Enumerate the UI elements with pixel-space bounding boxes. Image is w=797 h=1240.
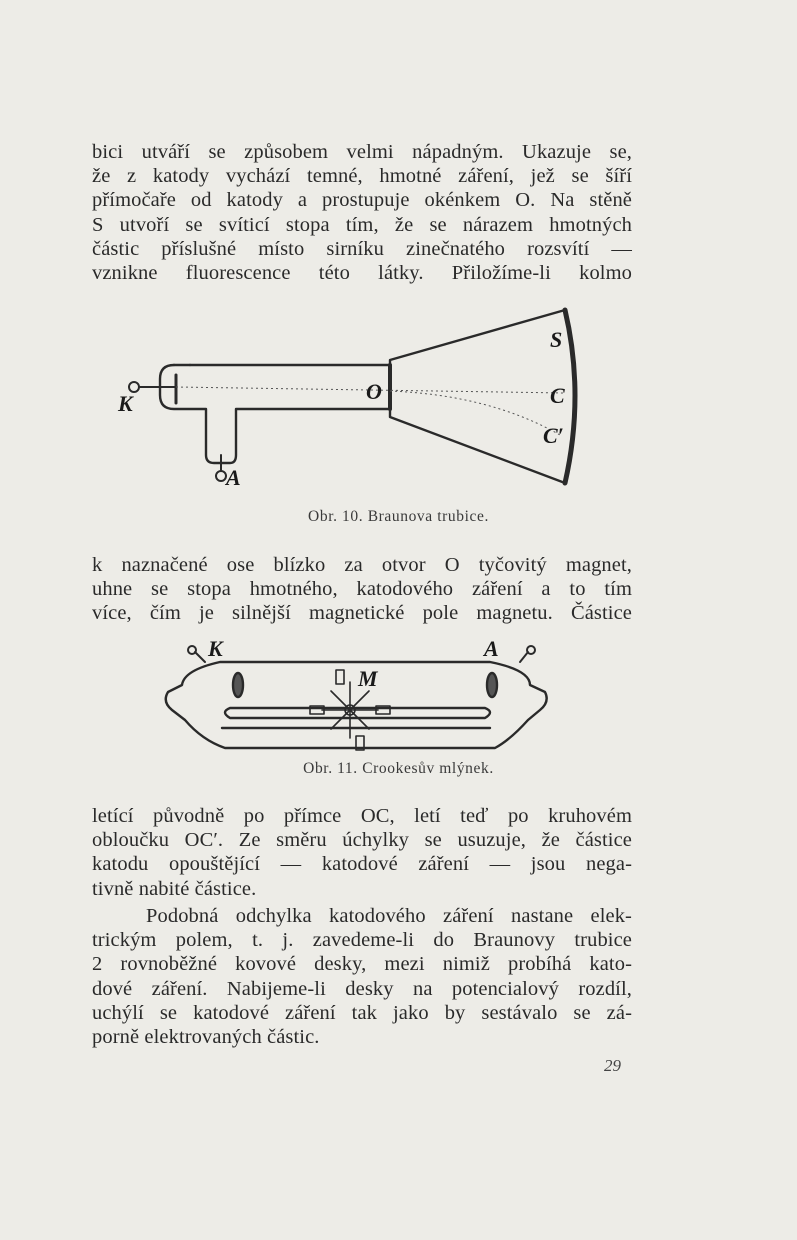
paragraph-4 [92, 904, 632, 1049]
paragraph-1 [92, 140, 632, 285]
label-m: M [358, 666, 378, 691]
cathode-disc [233, 673, 243, 697]
screen-outline [565, 310, 575, 483]
text-line: tivně nabité částice. [92, 877, 257, 900]
label-a-mill: A [484, 640, 499, 661]
text-line: uhne se stopa hmotného, katodového záření a to tím [92, 578, 632, 601]
text-line: letící původně po přímce OC, letí teď po kruhovém [92, 805, 632, 827]
text-line: trickým polem, t. j. zavedeme-li do Braunovy trubice [92, 929, 632, 952]
figure-10-caption: Obr. 10. Braunova trubice. [308, 508, 489, 525]
text-line: přímočaře od katody a prostupuje okénkem O. Na stěně [92, 189, 632, 212]
text-line: že z katody vychází temné, hmotné záření, jež se šíří [92, 165, 632, 188]
braun-tube-figure [110, 295, 600, 495]
label-s: S [550, 327, 563, 352]
label-o: O [366, 379, 382, 404]
text-line: dové záření. Nabijeme-li desky na potencialový rozdíl, [92, 977, 632, 1000]
text-line: uchýlí se katodové záření tak jako by sestávalo se zá- [92, 1001, 632, 1024]
text-line: obloučku OC′. Ze směru úchylky se usuzuje, že částice [92, 829, 632, 852]
label-a: A [226, 465, 241, 490]
text-line: bici utváří se způsobem velmi nápadným. Ukazuje se, [92, 141, 632, 163]
text-line: Podobná odchylka katodového záření nastane elek- [146, 905, 632, 927]
text-line: částic příslušné místo sirníku zinečnatého rozsvítí — [92, 237, 632, 260]
paragraph-2 [92, 553, 632, 626]
tube-outline-top [190, 310, 565, 365]
text-line: více, čím je silnější magnetické pole magnetu. Částice [92, 602, 632, 625]
page-number: 29 [604, 1056, 621, 1075]
label-k-mill: K [208, 640, 223, 661]
label-c-prime: C′ [543, 423, 564, 448]
paragraph-3 [92, 804, 632, 901]
text-line: 2 rovnoběžné kovové desky, mezi nimiž probíhá kato- [92, 953, 632, 976]
crookes-mill-figure [150, 640, 560, 755]
figure-11-caption: Obr. 11. Crookesův mlýnek. [303, 760, 494, 777]
text-line: k naznačené ose blízko za otvor O tyčovitý magnet, [92, 554, 632, 576]
deflected-beam [390, 391, 560, 435]
paddle-wheel [310, 670, 390, 750]
text-line: katodu opouštějící — katodové záření — jsou nega- [92, 853, 632, 876]
label-c: C [550, 383, 565, 408]
label-k: K [118, 391, 133, 416]
text-line: S utvoří se svíticí stopa tím, že se nárazem hmotných [92, 213, 632, 236]
text-line: vznikne fluorescence této látky. Přiložíme-li kolmo [92, 262, 632, 285]
text-line: porně elektrovaných částic. [92, 1026, 320, 1049]
anode-disc [487, 673, 497, 697]
